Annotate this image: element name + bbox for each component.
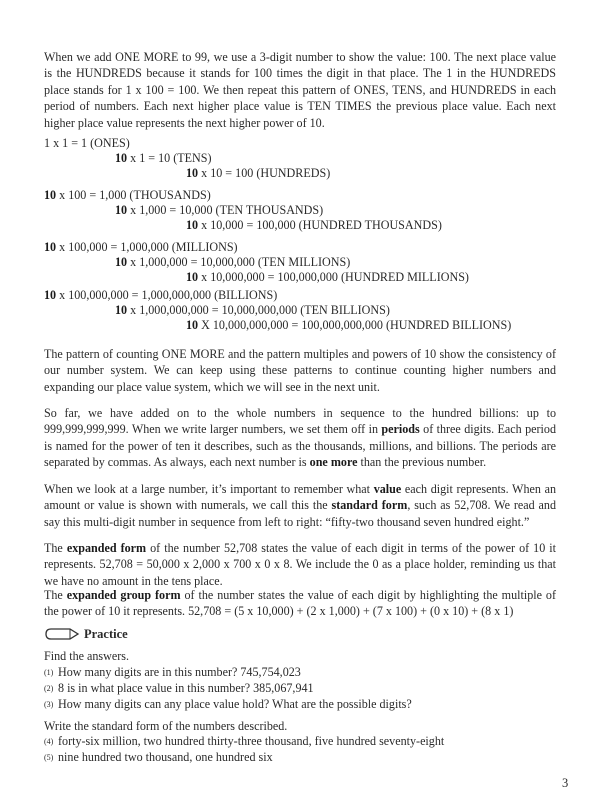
equation-hundred-billions: 10 X 10,000,000,000 = 100,000,000,000 (HUNDRED BILLIONS) <box>186 318 512 332</box>
equation-millions: 10 x 100,000 = 1,000,000 (MILLIONS) <box>44 240 238 254</box>
expanded-group-form-paragraph: The expanded group form of the number states the value of each digit by highlighting the multiple of the power of 10 it represents. 52,708 = (5 x 10,000) + (2 x 1,000) + (7 x 100) + (0 x 10) + (8 x 1) <box>44 588 556 619</box>
pencil-icon <box>44 627 80 641</box>
equation-ones: 1 x 1 = 1 (ONES) <box>44 136 130 150</box>
instruction-standard-form: Write the standard form of the numbers described. <box>44 719 288 733</box>
equation-hundred-thousands: 10 x 10,000 = 100,000 (HUNDRED THOUSANDS) <box>186 218 442 232</box>
question-4: (4) forty-six million, two hundred thirty-three thousand, five hundred seventy-eight <box>44 734 445 748</box>
instruction-find-answers: Find the answers. <box>44 649 129 663</box>
equation-ten-millions: 10 x 1,000,000 = 10,000,000 (TEN MILLIONS) <box>115 255 351 269</box>
pattern-paragraph: The pattern of counting ONE MORE and the pattern multiples and powers of 10 show the consistency of our number system. We can keep using these patterns to continue counting higher numbers and expanding our place value system, which we will see in the next unit. <box>44 347 556 394</box>
expanded-form-paragraph: The expanded form of the number 52,708 states the value of each digit in terms of the power of 10 it represents. 52,708 = 50,000 x 2,000 x 700 x 0 x 8. We include the 0 as a place holder, reminding us that we have no amount in the tens place. <box>44 541 557 588</box>
intro-paragraph: When we add ONE MORE to 99, we use a 3-digit number to show the value: 100. The next place value is the HUNDREDS because it stands for 100 times the digit in that place. The 1 in the HUNDREDS place stands for 1 x 100 = 100. We then repeat this pattern of ONES, TENS, and HUNDREDS in each period of numbers. Each next higher place value is TEN TIMES the previous place value. Each next higher place value represents the next higher power of 10. <box>44 50 556 130</box>
equation-hundred-millions: 10 x 10,000,000 = 100,000,000 (HUNDRED MILLIONS) <box>186 270 469 284</box>
periods-paragraph: So far, we have added on to the whole numbers in sequence to the hundred billions: up to 999,999,999,999. When we write larger numbers, we set them off in periods of three digits. Each period is named for the power of ten it describes, such as the thousands, millions, and billions. The periods are separated by commas. As always, each next number is one more than the previous number. <box>44 406 556 470</box>
question-2: (2) 8 is in what place value in this number? 385,067,941 <box>44 681 314 695</box>
equation-hundreds: 10 x 10 = 100 (HUNDREDS) <box>186 166 331 180</box>
question-1: (1) How many digits are in this number? 745,754,023 <box>44 665 301 679</box>
equation-billions: 10 x 100,000,000 = 1,000,000,000 (BILLIONS) <box>44 288 278 302</box>
equation-thousands: 10 x 100 = 1,000 (THOUSANDS) <box>44 188 211 202</box>
practice-title: Practice <box>84 627 128 641</box>
standard-form-paragraph: When we look at a large number, it’s important to remember what value each digit represents. When an amount or value is shown with numerals, we call this the standard form, such as 52,708. We read and say this multi-digit number in sequence from left to right: “fifty-two thousand seven hundred eight.” <box>44 482 557 529</box>
equation-tens: 10 x 1 = 10 (TENS) <box>115 151 212 165</box>
question-3: (3) How many digits can any place value hold? What are the possible digits? <box>44 697 412 711</box>
page-number: 3 <box>562 776 569 790</box>
question-5: (5) nine hundred two thousand, one hundred six <box>44 750 273 764</box>
equation-ten-thousands: 10 x 1,000 = 10,000 (TEN THOUSANDS) <box>115 203 324 217</box>
equation-ten-billions: 10 x 1,000,000,000 = 10,000,000,000 (TEN BILLIONS) <box>115 303 390 317</box>
